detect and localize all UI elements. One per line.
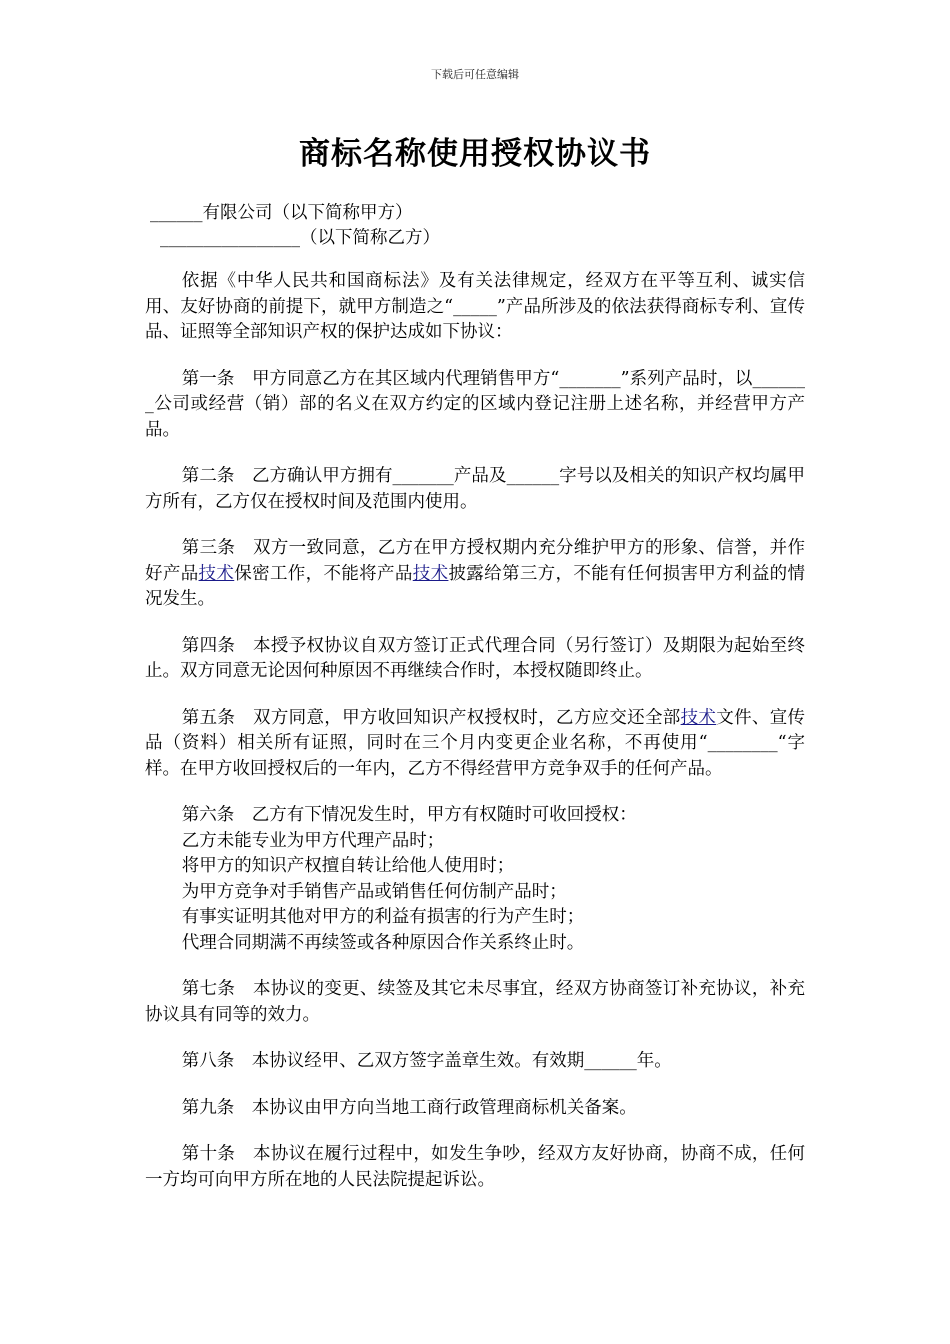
article-5-text-2: 文件、宣传品（资料）相关所有证照，同时在三个月内变更企业名称，不再使用“________“字样。在甲方收回授权后的一年内，乙方不得经营甲方竞争双手的任何产品。 bbox=[145, 707, 806, 779]
article-6-item: 有事实证明其他对甲方的利益有损害的行为产生时； bbox=[181, 907, 585, 927]
technology-link[interactable]: 技术 bbox=[412, 563, 449, 584]
preamble-paragraph: 依据《中华人民共和国商标法》及有关法律规定，经双方在平等互利、诚实信用、友好协商的前提下，就甲方制造之“_____”产品所涉及的依法获得商标专利、宣传品、证照等全部知识产权的保护达成如下协议： bbox=[145, 271, 805, 342]
party-b-line: ________________（以下简称乙方） bbox=[160, 228, 440, 248]
technology-link[interactable]: 技术 bbox=[198, 563, 235, 584]
article-10: 第十条 本协议在履行过程中，如发生争吵，经双方友好协商，协商不成，任何一方均可向甲方所在地的人民法院提起诉讼。 bbox=[145, 1144, 805, 1190]
article-5-text-1: 第五条 双方同意，甲方收回知识产权授权时，乙方应交还全部 bbox=[181, 707, 681, 728]
document-title: 商标名称使用授权协议书 bbox=[299, 136, 651, 172]
article-2: 第二条 乙方确认甲方拥有_______产品及______字号以及相关的知识产权均属甲方所有，乙方仅在授权时间及范围内使用。 bbox=[145, 466, 805, 512]
article-3-text-3: 披露给第三方，不能有任何损害甲方利益的情况发生。 bbox=[145, 563, 806, 609]
article-6-item: 将甲方的知识产权擅自转让给他人使用时； bbox=[181, 856, 515, 876]
technology-link[interactable]: 技术 bbox=[680, 707, 717, 728]
article-5 bbox=[145, 706, 805, 783]
header-note: 下载后可任意编辑 bbox=[431, 68, 519, 81]
article-6-item: 为甲方竞争对手销售产品或销售任何仿制产品时； bbox=[181, 881, 567, 902]
article-6-item: 代理合同期满不再续签或各种原因合作关系终止时。 bbox=[181, 932, 585, 953]
article-9: 第九条 本协议由甲方向当地工商行政管理商标机关备案。 bbox=[181, 1097, 637, 1118]
article-3 bbox=[145, 536, 805, 613]
article-7: 第七条 本协议的变更、续签及其它未尽事宜，经双方协商签订补充协议，补充协议具有同等的效力。 bbox=[145, 979, 805, 1025]
article-8: 第八条 本协议经甲、乙双方签字盖章生效。有效期______年。 bbox=[181, 1051, 672, 1071]
party-a-line: ______有限公司（以下简称甲方） bbox=[150, 203, 413, 223]
article-1: 第一条 甲方同意乙方在其区域内代理销售甲方“_______”系列产品时，以_______公司或经营（销）部的名义在双方约定的区域内登记注册上述名称，并经营甲方产品。 bbox=[145, 368, 805, 440]
article-4: 第四条 本授予权协议自双方签订正式代理合同（另行签订）及期限为起始至终止。双方同意无论因何种原因不再继续合作时，本授权随即终止。 bbox=[145, 635, 805, 681]
article-3-text-1: 第三条 双方一致同意，乙方在甲方授权期内充分维护甲方的形象、信誉，并作好产品 bbox=[145, 538, 805, 584]
article-6-item: 乙方未能专业为甲方代理产品时； bbox=[181, 830, 445, 851]
agreement-body bbox=[145, 269, 805, 1214]
article-6-intro: 第六条 乙方有下情况发生时，甲方有权随时可收回授权： bbox=[181, 805, 637, 825]
article-3-text-2: 保密工作，不能将产品 bbox=[234, 563, 413, 584]
